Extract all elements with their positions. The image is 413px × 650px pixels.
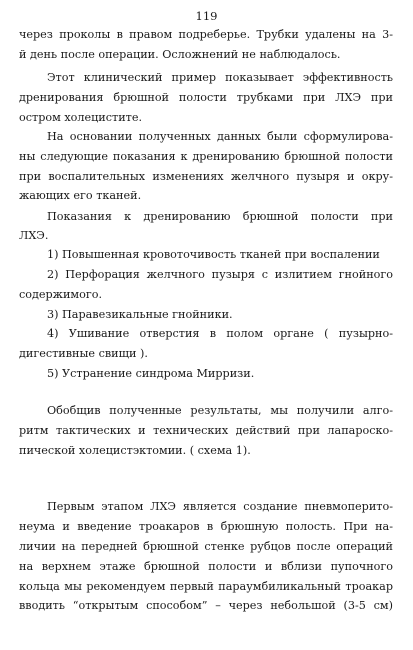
text-line: жающих его тканей. bbox=[19, 189, 142, 202]
text-line: кольца мы рекомендуем первый параумбиликальный троакар bbox=[19, 580, 393, 593]
text-line: Этот клинический пример показывает эффективность bbox=[47, 71, 393, 84]
list-item: 2) Перфорация желчного пузыря с излитием гнойного bbox=[47, 268, 393, 281]
text-line: ритм тактических и технических действий при лапароско- bbox=[19, 424, 393, 437]
text-line: Показания к дренированию брюшной полости при bbox=[47, 210, 393, 223]
text-line: ны следующие показания к дренированию брюшной полости bbox=[19, 150, 393, 163]
list-item: 4) Ушивание отверстия в полом органе ( пузырно- bbox=[47, 327, 393, 340]
text-line: пической холецистэктомии. ( схема 1). bbox=[19, 444, 251, 457]
text-line: дренирования брюшной полости трубками при ЛХЭ при bbox=[19, 91, 393, 104]
text-line: на верхнем этаже брюшной полости и вблизи пупочного bbox=[19, 560, 393, 573]
text-line: й день после операции. Осложнений не наблюдалось. bbox=[19, 48, 341, 61]
text-line: дигестивные свищи ). bbox=[19, 347, 148, 360]
list-item: 1) Повышенная кровоточивость тканей при воспалении bbox=[47, 248, 380, 261]
text-line: На основании полученных данных были сформулирова- bbox=[47, 130, 393, 143]
text-line: через проколы в правом подреберье. Трубки удалены на 3- bbox=[19, 28, 393, 41]
text-line: остром холецистите. bbox=[19, 111, 143, 124]
page-number: 119 bbox=[195, 9, 218, 23]
text-line: вводить “открытым способом” – через небольшой (3-5 см) bbox=[19, 599, 393, 612]
text-line: личии на передней брюшной стенке рубцов после операций bbox=[19, 540, 393, 553]
list-item: 5) Устранение синдрома Мирризи. bbox=[47, 367, 255, 380]
text-line: содержимого. bbox=[19, 288, 103, 301]
text-line: ЛХЭ. bbox=[19, 229, 49, 242]
text-line: при воспалительных изменениях желчного пузыря и окру- bbox=[19, 170, 393, 183]
list-item: 3) Паравезикальные гнойники. bbox=[47, 308, 233, 321]
text-line: Обобщив полученные результаты, мы получили алго- bbox=[47, 404, 393, 417]
text-line: неума и введение троакаров в брюшную полость. При на- bbox=[19, 520, 393, 533]
text-line: Первым этапом ЛХЭ является создание пневмоперито- bbox=[47, 500, 393, 513]
